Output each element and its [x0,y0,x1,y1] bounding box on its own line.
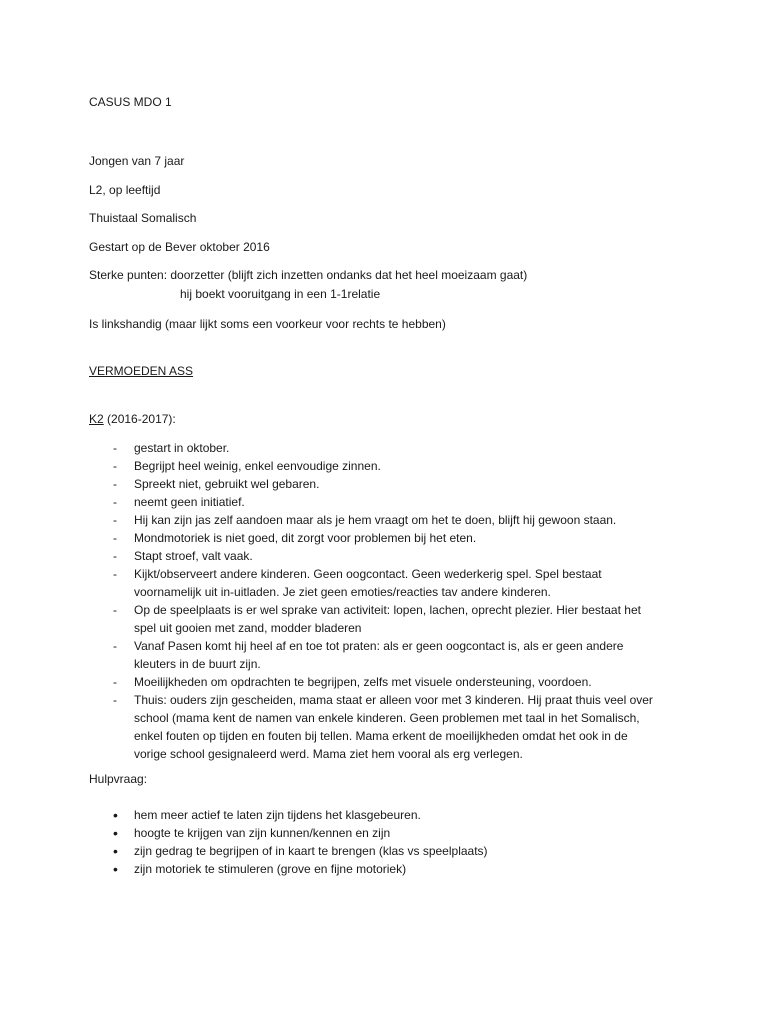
dash-marker: - [113,477,117,491]
help-question-heading: Hulpvraag: [89,772,148,786]
strengths-line-2: hij boekt vooruitgang in een 1-1relatie [180,287,381,301]
dash-marker: - [113,549,117,563]
list-item: • hem meer actief te laten zijn tijdens het klasgebeuren. [113,807,421,823]
handedness-note: Is linkshandig (maar lijkt soms een voorkeur voor rechts te hebben) [89,317,446,331]
list-item: - Op de speelplaats is er wel sprake van activiteit: lopen, lachen, oprecht plezier. Hier bestaat het spel uit gooien met zand, modder bladeren [113,603,641,635]
dash-marker: - [113,459,117,473]
list-item: • zijn motoriek te stimuleren (grove en fijne motoriek) [113,861,407,877]
list-item: - Stapt stroef, valt vaak. [113,549,253,563]
dash-marker: - [113,693,117,707]
list-item: - gestart in oktober. [113,441,230,455]
list-item: - Thuis: ouders zijn gescheiden, mama staat er alleen voor met 3 kinderen. Hij praat thuis veel over school (mama kent de namen van enkele kinderen. Geen problemen met taal in het Somalisch, enkel fouten op tijden en fouten bij tellen. Mama erkent de moeilijkheden omdat het ook in de vorige school gesignaleerd werd. Mama ziet hem vooral als erg verlegen. [113,693,653,761]
list-item: • hoogte te krijgen van zijn kunnen/kennen en zijn [113,825,391,841]
list-item: - Vanaf Pasen komt hij heel af en toe tot praten: als er geen oogcontact is, als er geen andere kleuters in de buurt zijn. [113,639,624,671]
bullet-marker: • [113,843,118,859]
fact-age: Jongen van 7 jaar [89,154,185,168]
document-title: CASUS MDO 1 [89,95,172,109]
list-item: • zijn gedrag te begrijpen of in kaart te brengen (klas vs speelplaats) [113,843,488,859]
dash-marker: - [113,675,117,689]
k2-heading [89,410,176,428]
dash-marker: - [113,531,117,545]
k2-label: K2 [89,412,104,426]
k2-years: (2016-2017): [107,412,176,426]
strengths-line-1: Sterke punten: doorzetter (blijft zich inzetten ondanks dat het heel moeizaam gaat) [89,268,528,282]
fact-start-date: Gestart op de Bever oktober 2016 [89,240,270,254]
list-item: - Hij kan zijn jas zelf aandoen maar als je hem vraagt om het te doen, blijft hij gewoon staan. [113,513,617,527]
fact-language-level: L2, op leeftijd [89,183,161,197]
fact-home-language: Thuistaal Somalisch [89,211,197,225]
list-item: - neemt geen initiatief. [113,495,245,509]
observation-list [0,439,654,763]
dash-marker: - [113,639,117,653]
bullet-marker: • [113,807,118,823]
suspicion-heading: VERMOEDEN ASS [89,364,194,378]
list-item: - Spreekt niet, gebruikt wel gebaren. [113,477,320,491]
help-question-list [0,806,654,878]
dash-marker: - [113,513,117,527]
list-item: - Begrijpt heel weinig, enkel eenvoudige zinnen. [113,459,381,473]
bullet-marker: • [113,825,118,841]
dash-marker: - [113,603,117,617]
list-item: - Moeilijkheden om opdrachten te begrijpen, zelfs met visuele ondersteuning, voordoen. [113,675,592,689]
list-item: - Mondmotoriek is niet goed, dit zorgt voor problemen bij het eten. [113,531,477,545]
dash-marker: - [113,441,117,455]
dash-marker: - [113,495,117,509]
bullet-marker: • [113,861,118,877]
list-item: - Kijkt/observeert andere kinderen. Geen oogcontact. Geen wederkerig spel. Spel bestaat voornamelijk uit in-uitladen. Je ziet geen emoties/reacties tav andere kinderen. [113,567,602,599]
dash-marker: - [113,567,117,581]
